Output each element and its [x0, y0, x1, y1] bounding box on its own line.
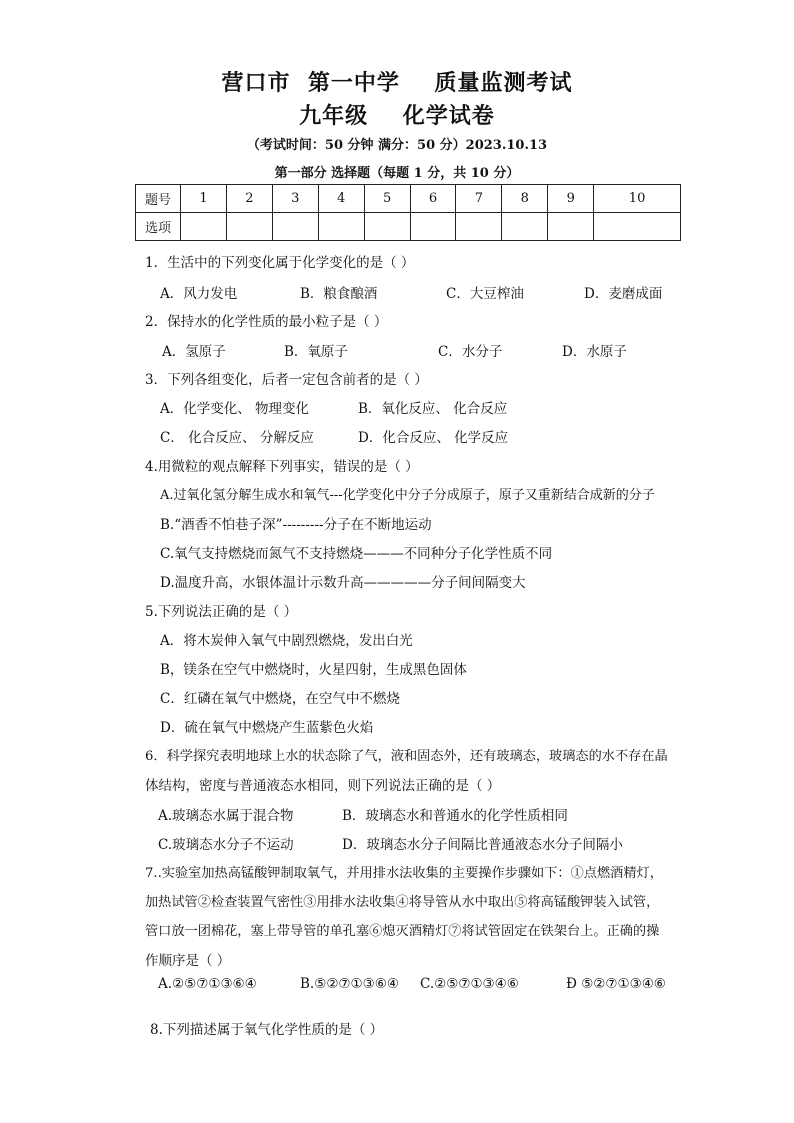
answer-cell[interactable]	[594, 213, 681, 241]
answer-cell[interactable]	[272, 213, 318, 241]
question-3-stem: 3．下列各组变化，后者一定包含前者的是（ ）	[145, 372, 428, 388]
question-7-stem-line-2: 加热试管②检查装置气密性③用排水法收集④将导管从水中取出⑤将高锰酸钾装入试管，	[145, 895, 660, 910]
question-5-stem: 5.下列说法正确的是（ ）	[145, 604, 298, 620]
answer-cell[interactable]	[456, 213, 502, 241]
question-3-option-c: C． 化合反应、 分解反应	[160, 430, 314, 446]
question-number-cell: 8	[502, 185, 548, 213]
question-number-cell: 4	[318, 185, 364, 213]
question-1-option-c: C．大豆榨油	[446, 286, 524, 302]
question-3-option-d: D．化合反应、 化学反应	[358, 430, 509, 446]
question-number-cell: 7	[456, 185, 502, 213]
answer-cell[interactable]	[226, 213, 272, 241]
question-5-option-b: B，镁条在空气中燃烧时，火星四射，生成黑色固体	[160, 662, 467, 678]
question-number-cell: 6	[410, 185, 456, 213]
question-1-stem: 1．生活中的下列变化属于化学变化的是（ ）	[145, 255, 415, 271]
question-7-stem-line-1: 7..实验室加热高锰酸钾制取氧气，并用排水法收集的主要操作步骤如下：①点燃酒精灯，	[145, 866, 663, 881]
question-6-stem-line-1: 6．科学探究表明地球上水的状态除了气，液和固态外，还有玻璃态，玻璃态的水不存在晶	[145, 749, 668, 764]
question-2-stem: 2．保持水的化学性质的最小粒子是（ ）	[145, 314, 388, 330]
question-7-option-d: Ð ⑤②⑦①③④⑥	[566, 976, 666, 992]
question-7-stem-line-3: 管口放一团棉花，塞上带导管的单孔塞⑥熄灭酒精灯⑦将试管固定在铁架台上。正确的操	[145, 924, 660, 939]
question-7-option-b: B.⑤②⑦①③⑥④	[300, 976, 399, 992]
question-number-cell: 5	[364, 185, 410, 213]
question-6-option-d: D．玻璃态水分子间隔比普通液态水分子间隔小	[342, 837, 623, 853]
exam-info: （考试时间：50 分钟 满分：50 分）2023.10.13	[246, 138, 548, 153]
question-number-cell: 2	[226, 185, 272, 213]
answer-cell[interactable]	[502, 213, 548, 241]
question-6-option-a: A.玻璃态水属于混合物	[158, 808, 294, 824]
question-6-stem-line-2: 体结构，密度与普通液态水相同，则下列说法正确的是（ ）	[145, 778, 501, 794]
question-1-option-b: B．粮食酿酒	[300, 286, 378, 302]
table-row-numbers	[136, 185, 681, 213]
question-6-option-c: C.玻璃态水分子不运动	[158, 837, 294, 853]
question-2-option-c: C．水分子	[438, 344, 503, 360]
answer-cell[interactable]	[364, 213, 410, 241]
question-3-option-b: B．氧化反应、 化合反应	[358, 401, 508, 417]
question-7-option-c: C.②⑤⑦①③④⑥	[420, 976, 519, 992]
table-header-label: 题号	[136, 185, 181, 213]
table-answer-label: 选项	[136, 213, 181, 241]
question-4-option-b: B.“酒香不怕巷子深”---------分子在不断地运动	[160, 517, 432, 533]
question-7-option-a: A.②⑤⑦①③⑥④	[158, 976, 257, 992]
question-7-stem-line-4: 作顺序是（ ）	[145, 953, 231, 969]
question-3-option-a: A．化学变化、 物理变化	[160, 401, 310, 417]
question-2-option-d: D．水原子	[562, 344, 627, 360]
question-5-option-d: D．硫在氧气中燃烧产生蓝紫色火焰	[160, 720, 374, 736]
question-4-option-d: D.温度升高，水银体温计示数升高—————分子间间隔变大	[160, 575, 526, 591]
answer-cell[interactable]	[548, 213, 594, 241]
answer-table	[135, 184, 681, 241]
question-6-option-b: B．玻璃态水和普通水的化学性质相同	[342, 808, 568, 824]
question-number-cell: 10	[594, 185, 681, 213]
answer-cell[interactable]	[181, 213, 227, 241]
question-number-cell: 1	[181, 185, 227, 213]
table-row-answers	[136, 213, 681, 241]
question-2-option-a: A．氢原子	[162, 344, 226, 360]
question-4-option-c: C.氧气支持燃烧而氮气不支持燃烧———不同种分子化学性质不同	[160, 546, 553, 562]
question-1-option-a: A．风力发电	[160, 286, 238, 302]
question-2-option-b: B．氧原子	[284, 344, 348, 360]
answer-cell[interactable]	[318, 213, 364, 241]
question-1-option-d: D．麦磨成面	[584, 286, 663, 302]
question-number-cell: 3	[272, 185, 318, 213]
exam-title: 营口市 第一中学 质量监测考试	[221, 71, 573, 96]
answer-cell[interactable]	[410, 213, 456, 241]
question-4-option-a: A.过氧化氢分解生成水和氧气---化学变化中分子分成原子，原子又重新结合成新的分子	[160, 488, 655, 503]
question-number-cell: 9	[548, 185, 594, 213]
question-5-option-c: C．红磷在氧气中燃烧，在空气中不燃烧	[160, 691, 400, 707]
exam-subtitle: 九年级 化学试卷	[299, 104, 495, 129]
question-8-stem: 8.下列描述属于氧气化学性质的是（ ）	[150, 1022, 384, 1038]
question-5-option-a: A．将木炭伸入氧气中剧烈燃烧，发出白光	[160, 633, 413, 649]
section-title: 第一部分 选择题（每题 1 分，共 10 分）	[274, 166, 520, 181]
question-4-stem: 4.用微粒的观点解释下列事实，错误的是（ ）	[145, 459, 419, 475]
